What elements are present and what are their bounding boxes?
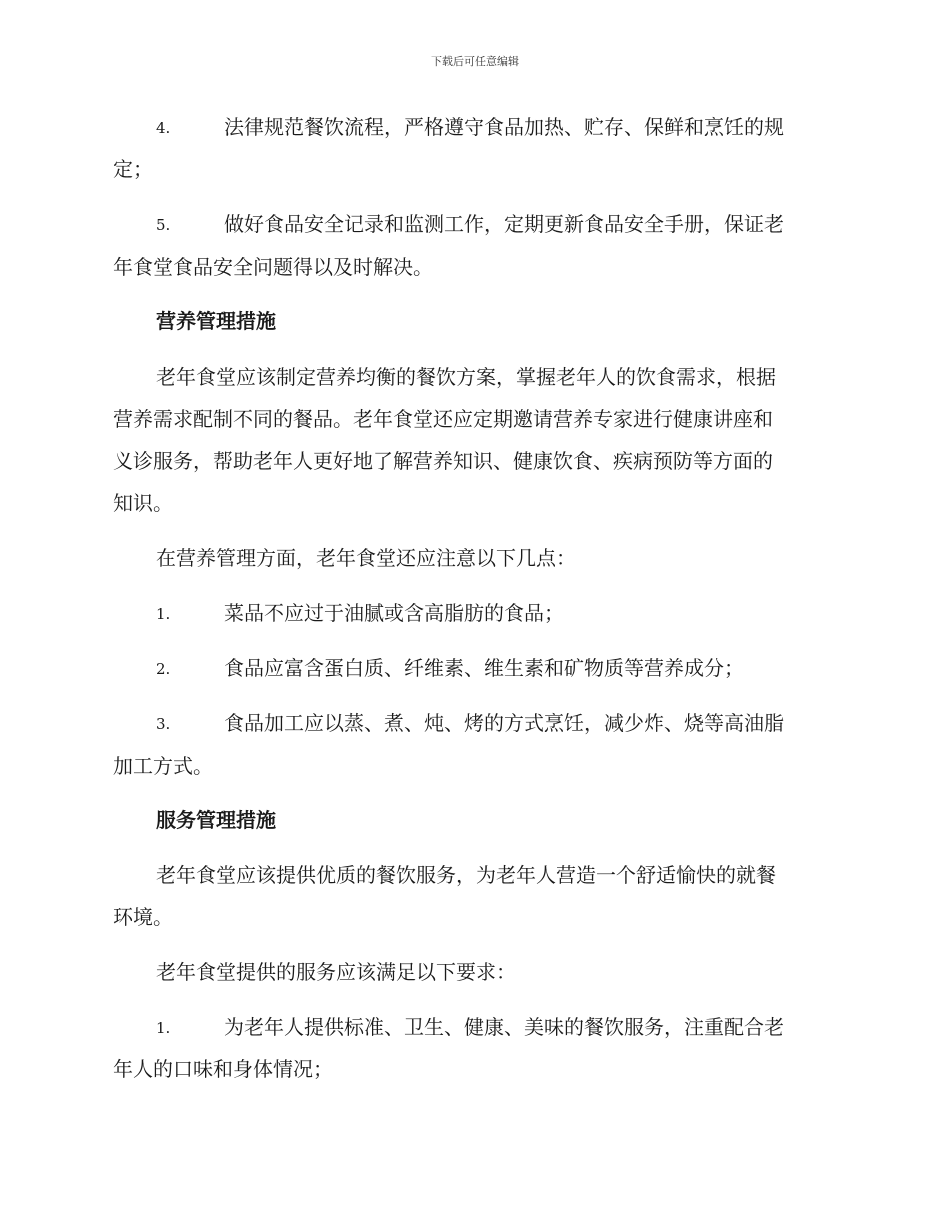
list-number: 5. xyxy=(156,216,171,234)
list-item-text: 食品加工应以蒸、煮、炖、烤的方式烹饪，减少炸、烧等高油脂 xyxy=(224,711,784,735)
page-header: 下载后可任意编辑 xyxy=(431,55,519,68)
list-number: 1. xyxy=(156,605,171,623)
paragraph-line: 义诊服务，帮助老年人更好地了解营养知识、健康饮食、疾病预防等方面的 xyxy=(113,449,773,473)
list-item-text: 为老年人提供标准、卫生、健康、美味的餐饮服务，注重配合老 xyxy=(224,1015,784,1039)
paragraph: 老年食堂提供的服务应该满足以下要求： xyxy=(156,960,516,984)
list-number: 4. xyxy=(156,119,171,137)
paragraph-line: 知识。 xyxy=(113,491,173,515)
list-item-continuation: 年食堂食品安全问题得以及时解决。 xyxy=(113,255,433,279)
list-item-text: 做好食品安全记录和监测工作，定期更新食品安全手册，保证老 xyxy=(224,212,784,236)
paragraph-line: 环境。 xyxy=(113,905,173,929)
paragraph-line: 老年食堂应该提供优质的餐饮服务，为老年人营造一个舒适愉快的就餐 xyxy=(156,863,776,887)
list-number: 2. xyxy=(156,660,171,678)
paragraph: 在营养管理方面，老年食堂还应注意以下几点： xyxy=(156,546,576,570)
section-heading-nutrition: 营养管理措施 xyxy=(156,309,276,333)
list-item-continuation: 定； xyxy=(113,157,153,181)
list-number: 1. xyxy=(156,1019,171,1037)
list-item-text: 食品应富含蛋白质、纤维素、维生素和矿物质等营养成分； xyxy=(224,656,744,680)
list-item-text: 菜品不应过于油腻或含高脂肪的食品； xyxy=(224,601,564,625)
section-heading-service: 服务管理措施 xyxy=(156,808,276,832)
list-item-text: 法律规范餐饮流程，严格遵守食品加热、贮存、保鲜和烹饪的规 xyxy=(224,115,784,139)
paragraph-line: 营养需求配制不同的餐品。老年食堂还应定期邀请营养专家进行健康讲座和 xyxy=(113,407,773,431)
list-number: 3. xyxy=(156,715,171,733)
paragraph-line: 老年食堂应该制定营养均衡的餐饮方案，掌握老年人的饮食需求，根据 xyxy=(156,365,776,389)
list-item-continuation: 年人的口味和身体情况； xyxy=(113,1057,333,1081)
list-item-continuation: 加工方式。 xyxy=(113,754,213,778)
